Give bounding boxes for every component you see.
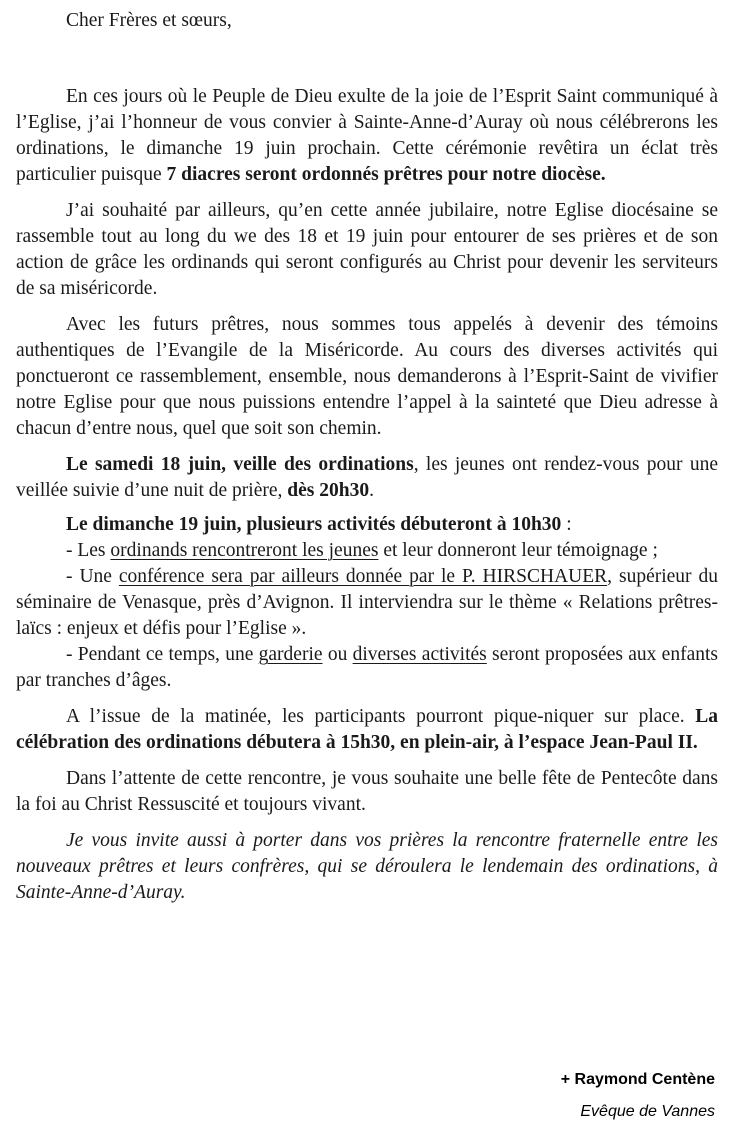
celebration-highlight: La célébration des ordinations débutera à 15h30, en plein-air, à l’espace Jean-Paul II. bbox=[16, 706, 718, 753]
bullet-childcare-pre: - Pendant ce temps, une bbox=[66, 644, 259, 665]
saturday-time: dès 20h30 bbox=[287, 480, 370, 501]
bullet-ordinands-pre: - Les bbox=[66, 540, 111, 561]
signature-name: + Raymond Centène bbox=[560, 1071, 715, 1088]
bullet-conference-pre: - Une bbox=[66, 566, 119, 587]
bullet-ordinands-underline: ordinands rencontreront les jeunes bbox=[110, 540, 379, 561]
sunday-heading: Le dimanche 19 juin, plusieurs activités débuteront à 10h30 bbox=[66, 514, 562, 535]
paragraph-invitation-text: En ces jours où le Peuple de Dieu exulte de la joie de l’Esprit Saint communiqué à l’Eglise, j’ai l’honneur de vous convier à Sainte-Anne-d’Auray où nous célébrerons les ordinations, le dimanche 19 juin prochain. Cette cérémonie revêtira un éclat très particulier puisque bbox=[16, 86, 718, 185]
paragraph-jubilee: J’ai souhaité par ailleurs, qu’en cette année jubilaire, notre Eglise diocésaine se rassemble tout au long du we des 18 et 19 juin pour entourer de ses prières et de son action de grâce les ordinands qui seront configurés au Christ pour devenir les serviteurs de sa miséricorde. bbox=[16, 200, 718, 299]
bullet-childcare-mid: ou bbox=[322, 644, 353, 665]
bullet-conference bbox=[16, 564, 718, 642]
paragraph-pentecost: Dans l’attente de cette rencontre, je vous souhaite une belle fête de Pentecôte dans la foi au Christ Ressuscité et toujours vivant. bbox=[16, 768, 718, 815]
bullet-ordinands-post: et leur donneront leur témoignage ; bbox=[378, 540, 658, 561]
paragraph-invitation-highlight: 7 diacres seront ordonnés prêtres pour notre diocèse. bbox=[166, 164, 606, 185]
paragraph-mercy: Avec les futurs prêtres, nous sommes tous appelés à devenir des témoins authentiques de l’Evangile de la Miséricorde. Au cours des diverses activités qui ponctueront ce rassemblement, ensemble, nous demanderons à l’Esprit-Saint de vivifier notre Eglise pour que nous puissions entendre l’appel à la sainteté que Dieu adresse à chacun d’entre nous, quel que soit son chemin. bbox=[16, 314, 718, 439]
signature-title: Evêque de Vannes bbox=[580, 1103, 715, 1120]
paragraph-saturday bbox=[16, 452, 718, 504]
paragraph-sunday bbox=[16, 512, 718, 538]
bullet-childcare-activities: diverses activités bbox=[352, 644, 487, 665]
celebration-text: A l’issue de la matinée, les participants pourront pique-niquer sur place. bbox=[66, 706, 696, 727]
bullet-childcare-garderie: garderie bbox=[258, 644, 323, 665]
bullet-childcare bbox=[16, 642, 718, 694]
sunday-end: : bbox=[561, 514, 572, 535]
bullet-conference-underline: conférence sera par ailleurs donnée par le P. HIRSCHAUER bbox=[118, 566, 608, 587]
bullet-ordinands bbox=[16, 538, 718, 564]
saturday-text: , les jeunes ont rendez-vous pour une veillée suivie d’une nuit de prière, bbox=[16, 454, 718, 501]
paragraph-invitation bbox=[16, 84, 718, 188]
letter-greeting: Cher Frères et sœurs, bbox=[66, 10, 232, 31]
saturday-end: . bbox=[369, 480, 374, 501]
bullet-childcare-post: seront proposées aux enfants par tranches d’âges. bbox=[16, 644, 718, 691]
paragraph-prayer-request: Je vous invite aussi à porter dans vos prières la rencontre fraternelle entre les nouveaux prêtres et leurs confrères, qui se déroulera le lendemain des ordinations, à Sainte-Anne-d’Auray. bbox=[16, 830, 718, 903]
saturday-heading: Le samedi 18 juin, veille des ordinations bbox=[66, 454, 414, 475]
bullet-conference-post: , supérieur du séminaire de Venasque, près d’Avignon. Il interviendra sur le thème « Relations prêtres-laïcs : enjeux et défis pour l’Eglise ». bbox=[16, 566, 718, 639]
paragraph-celebration bbox=[16, 704, 718, 756]
